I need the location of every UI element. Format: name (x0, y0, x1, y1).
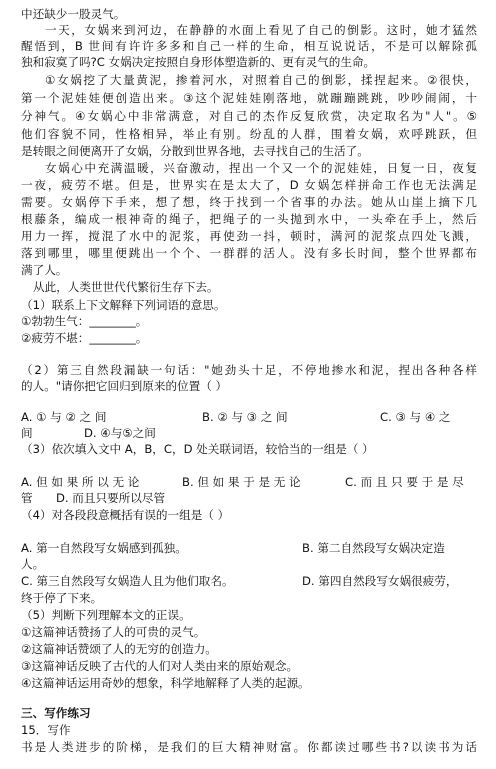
q2-option-d: D. ④与⑤之间 (84, 426, 156, 440)
passage-p4-line4: 根藤条，编成一根神奇的绳子，把绳子的一头抛到水中，一头牵在手上，然后 (21, 212, 477, 226)
q3-option-d: D. 而且只要所以尽管 (56, 491, 166, 505)
passage-p4-line2: 一夜，疲劳不堪。但是，世界实在是太大了，D 女娲怎样拼命工作也无法满足 (21, 178, 477, 192)
writing-prompt: 书是人类进步的阶梯，是我们的巨大精神财富。你都读过哪些书?以读书为话 (21, 740, 477, 754)
q4-option-c: C. 第三自然段写女娲造人且为他们取名。 (21, 574, 234, 588)
q5-item-3: ③这篇神话反映了古代的人们对人类由来的原始观念。 (21, 659, 299, 673)
q5-item-1: ①这篇神话赞扬了人的可贵的灵气。 (21, 625, 206, 639)
passage-p4-line7: 满了人。 (21, 263, 68, 277)
q2-option-b: B. ② 与 ③ 之 间 (202, 410, 288, 424)
q3-option-c-tail: 管 (21, 491, 33, 505)
q1-stem: （1）联系上下文解释下列词语的意思。 (21, 298, 226, 312)
q2-option-c-tail: 间 (21, 426, 33, 440)
q5-item-4: ④这篇神话运用奇妙的想象，科学地解释了人类的起源。 (21, 676, 310, 690)
q2-stem-line2: 的人。"请你把它回归到原来的位置（ ） (21, 379, 228, 393)
q4-option-d: D. 第四自然段写女娲很疲劳， (302, 574, 458, 588)
q3-option-b: B. 但 如 果 于 是 无 论 (182, 475, 301, 489)
passage-p2-line3: 独和寂寞了吗?C 女娲决定按照自身形体塑造新的、更有灵气的生命。 (21, 55, 376, 69)
passage-p3-line3: 分神气。④女娲心中非常满意，对自己的杰作反复欣赏，决定取名为"人"。⑤ (21, 109, 477, 123)
passage-p3-line5: 是转眼之间便离开了女娲，分散到世界各地，去寻找自己的生活了。 (21, 144, 369, 158)
q1-item-a: ①勃勃生气：________。 (21, 314, 148, 328)
passage-p5: 从此，人类世世代代繁衍生存下去。 (33, 280, 219, 294)
q4-option-b: B. 第二自然段写女娲决定造 (302, 541, 445, 555)
passage-p2-line2: 醒悟到，B 世间有许许多多和自己一样的生命，相互说说话，不是可以解除孤 (21, 39, 477, 53)
q3-option-c: C. 而 且 只 要 于 是 尽 (345, 475, 464, 489)
passage-p2-line1: 一天，女娲来到河边，在静静的水面上看见了自己的倒影。这时，她才猛然 (45, 23, 477, 37)
passage-p3-line4: 他们容貌不同，性格相异，举止有别。纷乱的人群，围着女娲，欢呼跳跃，但 (21, 127, 477, 141)
q4-option-b-tail: 人。 (21, 557, 45, 571)
q4-option-a: A. 第一自然段写女娲感到孤独。 (21, 541, 187, 555)
q4-option-d-tail: 终于停了下来。 (21, 591, 103, 605)
q3-option-a: A. 但 如 果 所 以 无 论 (21, 475, 140, 489)
q5-item-2: ②这篇神话赞颂了人的无穷的创造力。 (21, 642, 217, 656)
section-title-writing: 三、写作练习 (21, 706, 91, 720)
q1-item-b: ②疲劳不堪：________。 (21, 331, 148, 345)
passage-p4-line3: 需要。女娲停下手来，想了想，终于找到一个省事的办法。她从山崖上摘下几 (21, 195, 477, 209)
q2-option-c: C. ③ 与 ④ 之 (380, 410, 451, 424)
passage-p3-line1: ①女娲挖了大量黄泥，掺着河水，对照着自己的倒影，揉捏起来。②很快， (45, 73, 477, 87)
q2-option-a: A. ① 与 ② 之 间 (21, 410, 107, 424)
passage-p4-line1: 女娲心中充满温暖，兴奋激动，捏出一个又一个的泥娃娃，日复一日，夜复 (45, 161, 477, 175)
passage-p4-line6: 落到哪里，哪里便跳出一个个、一群群的活人。没有多长时间，整个世界都布 (21, 246, 477, 260)
q3-stem: （3）依次填入文中 A，B，C，D 处关联词语，较恰当的一组是（ ） (21, 442, 374, 456)
q5-stem: （5）判断下列理解本文的正误。 (21, 608, 191, 622)
passage-p1-tail: 中还缺少一股灵气。 (21, 7, 126, 21)
q2-stem-line1: （2）第三自然段漏缺一句话："她劲头十足，不停地掺水和泥，捏出各种各样 (21, 363, 477, 377)
passage-p4-line5: 用力一挥，搅混了水中的泥浆，再使劲一抖，顿时，满河的泥浆点四处飞溅， (21, 229, 477, 243)
passage-p3-line2: 第一个泥娃娃便创造出来。③这个泥娃娃刚落地，就蹦蹦跳跳，吵吵闹闹，十 (21, 91, 477, 105)
q15-label: 15．写作 (21, 723, 71, 737)
q4-stem: （4）对各段段意概括有误的一组是（ ） (21, 508, 230, 522)
